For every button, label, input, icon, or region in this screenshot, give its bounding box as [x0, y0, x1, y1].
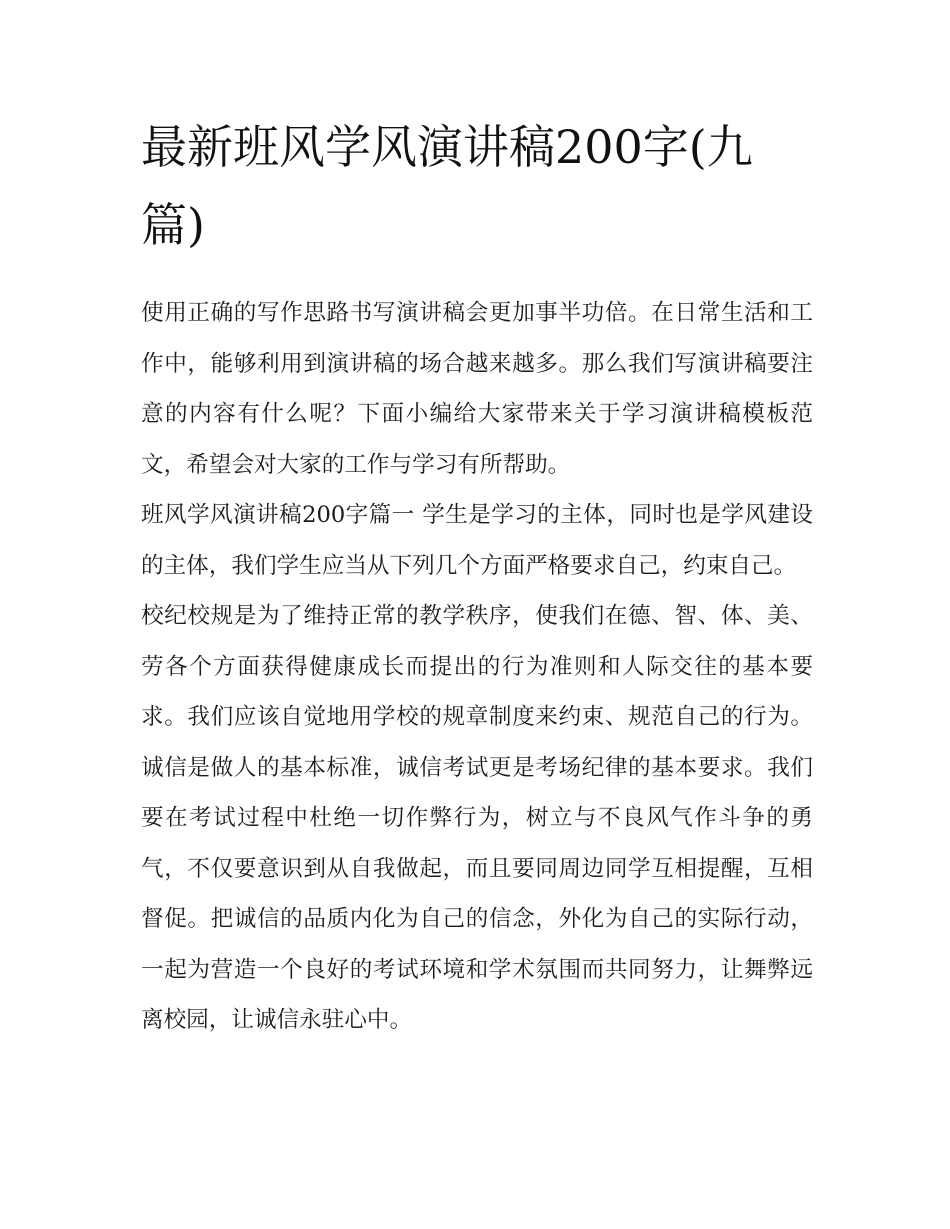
speech-one-opening-paragraph: 班风学风演讲稿200字篇一 学生是学习的主体，同时也是学风建设的主体，我们学生应当从下列几个方面严格要求自己，约束自己。: [141, 502, 813, 579]
document-body: [141, 108, 813, 1046]
school-rules-paragraph: 校纪校规是为了维持正常的教学秩序，使我们在德、智、体、美、劳各个方面获得健康成长而提出的行为准则和人际交往的基本要求。我们应该自觉地用学校的规章制度来约束、规范自己的行为。诚信是做人的基本标准，诚信考试更是考场纪律的基本要求。我们要在考试过程中杜绝一切作弊行为，树立与不良风气作斗争的勇气，不仅要意识到从自我做起，而且要同周边同学互相提醒，互相督促。把诚信的品质内化为自己的信念，外化为自己的实际行动，一起为营造一个良好的考试环境和学术氛围而共同努力，让舞弊远离校园，让诚信永驻心中。: [141, 603, 813, 1033]
page-title: 最新班风学风演讲稿200字(九篇): [141, 120, 753, 252]
intro-paragraph: 使用正确的写作思路书写演讲稿会更加事半功倍。在日常生活和工作中，能够利用到演讲稿的场合越来越多。那么我们写演讲稿要注意的内容有什么呢？下面小编给大家带来关于学习演讲稿模板范文，希望会对大家的工作与学习有所帮助。: [141, 300, 813, 478]
